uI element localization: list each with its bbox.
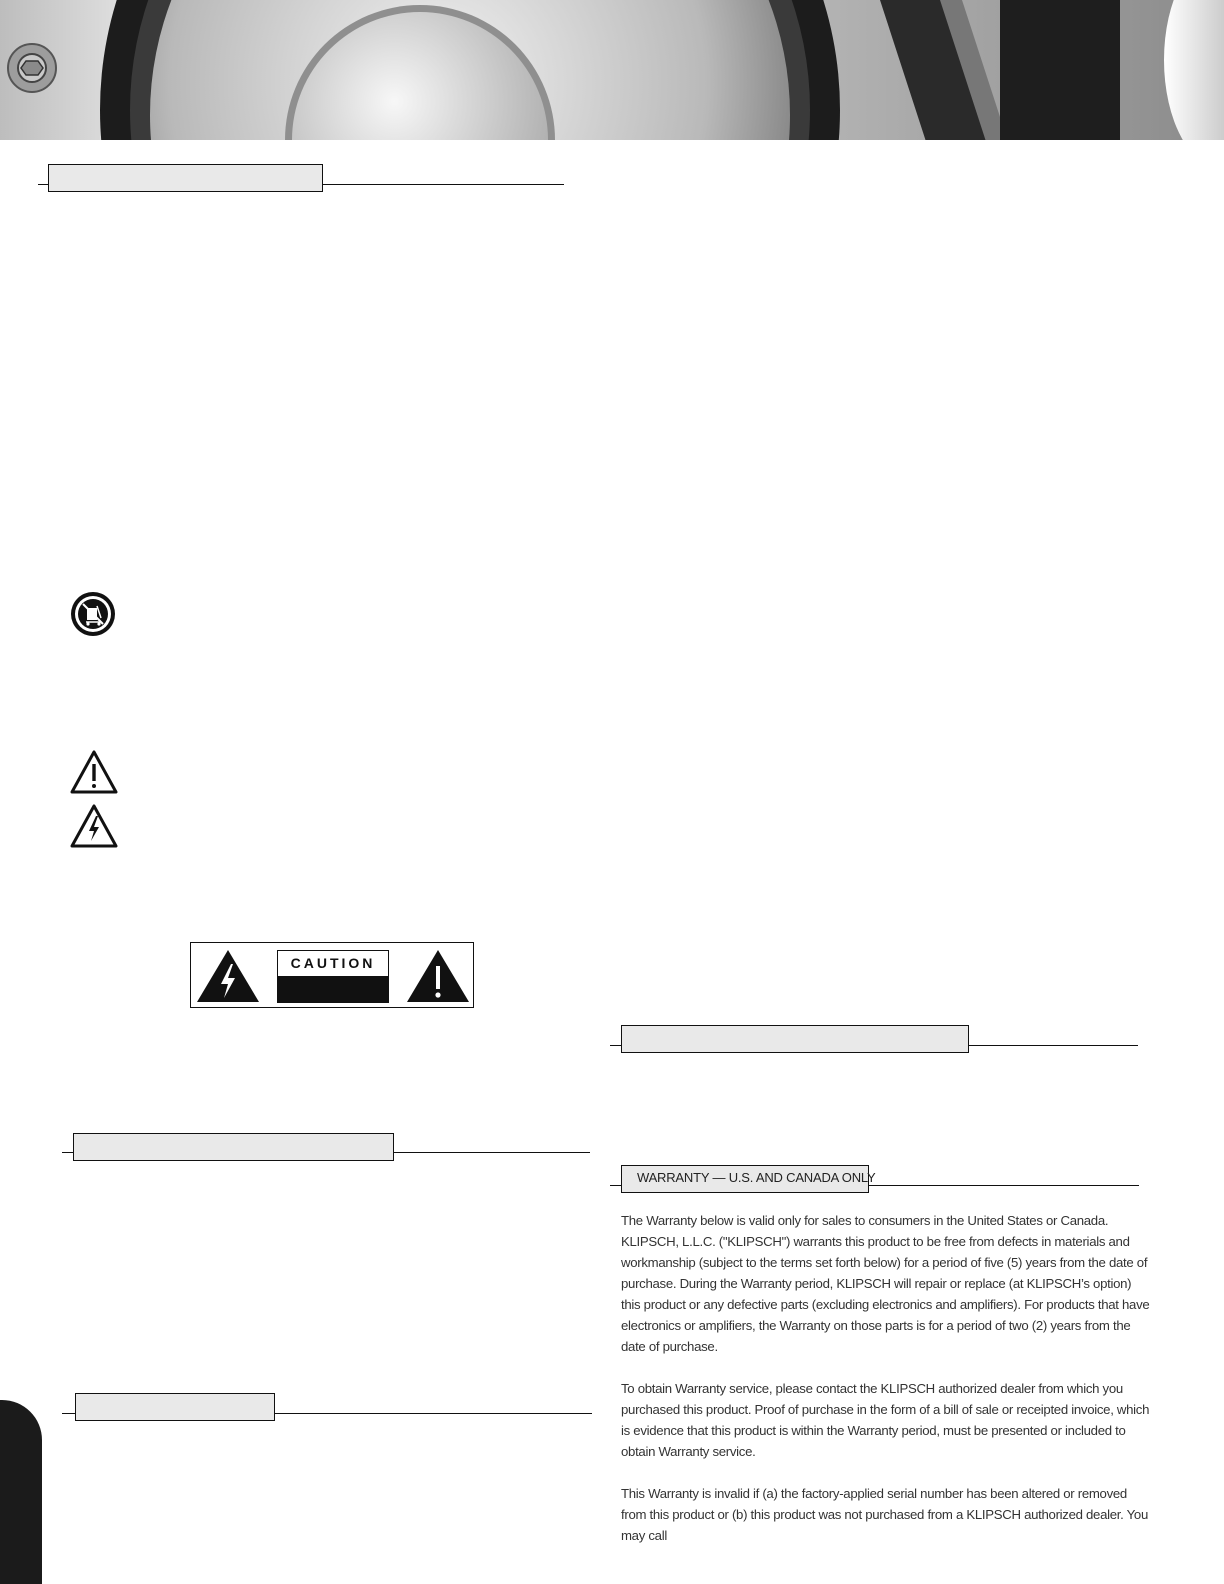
speaker-banner-photo: [0, 0, 1224, 140]
section-header-box: [621, 1025, 969, 1053]
warranty-paragraph: The Warranty below is valid only for sales to consumers in the United States or Canada. KLIPSCH, L.L.C. ("KLIPSCH") warrants this product to be free from defects in materials and workmanship (subject to the terms set forth below) for a period of five (5) years from the date of purchase. During the Warranty period, KLIPSCH will repair or replace (at KLIPSCH’s option) this product or any defective parts (excluding electronics and amplifiers). For products that have electronics or amplifiers, the Warranty on those parts is for a period of two (2) years from the date of purchase.: [621, 1213, 1150, 1354]
exclamation-triangle-icon: [69, 749, 119, 795]
lightning-triangle-icon: [195, 948, 261, 1004]
page-edge-tab: [0, 1400, 42, 1584]
lightning-triangle-icon: [69, 803, 119, 849]
warranty-paragraph: This Warranty is invalid if (a) the factory-applied serial number has been altered or removed from this product or (b) this product was not purchased from a KLIPSCH authorized dealer. You may call: [621, 1486, 1148, 1543]
warranty-title: WARRANTY — U.S. AND CANADA ONLY: [637, 1170, 876, 1185]
no-cart-tipover-icon: [69, 590, 117, 638]
caution-label: [277, 950, 389, 1003]
section-header-box: [48, 164, 323, 192]
warranty-header-box: [621, 1165, 876, 1193]
caution-black-bar: [278, 976, 388, 1002]
section-header-box: [75, 1393, 275, 1421]
caution-word: CAUTION: [290, 955, 376, 971]
warranty-body: [621, 1210, 1151, 1567]
speaker-photo: [0, 0, 1224, 140]
warranty-paragraph: To obtain Warranty service, please contact the KLIPSCH authorized dealer from which you purchased this product. Proof of purchase in the form of a bill of sale or receipted invoice, which is evidence that this product is within the Warranty period, must be presented or included to obtain Warranty service.: [621, 1381, 1150, 1459]
section-header-box: [73, 1133, 394, 1161]
exclamation-triangle-icon: [405, 948, 471, 1004]
